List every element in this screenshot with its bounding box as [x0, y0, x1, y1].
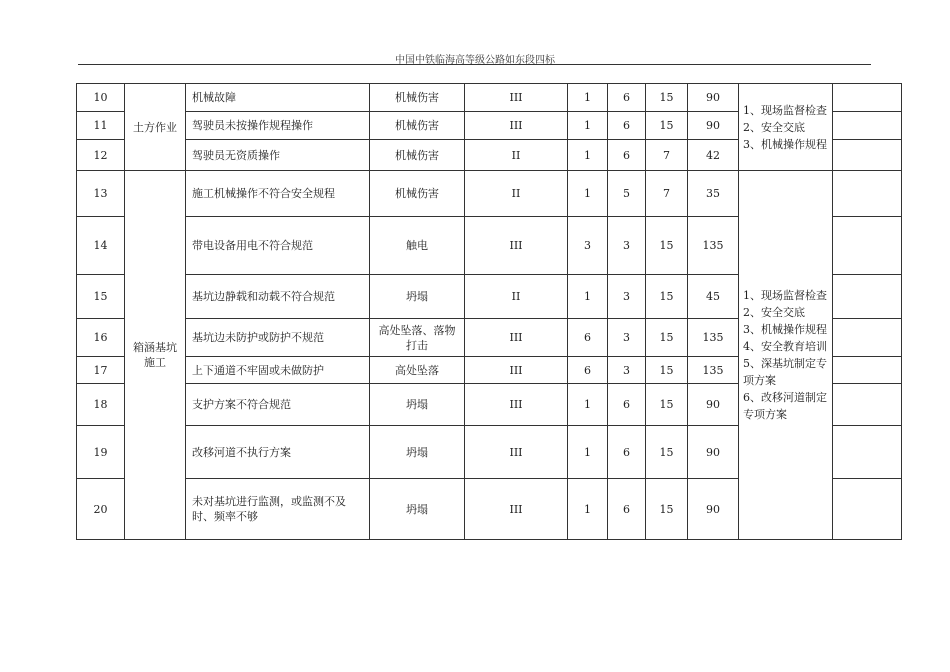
hazard-description: 未对基坑进行监测，或监测不及时、频率不够 [186, 479, 370, 540]
group-name: 土方作业 [125, 84, 186, 171]
consequence-value: 15 [646, 479, 688, 540]
hazard-description: 上下通道不牢固或未做防护 [186, 357, 370, 384]
hazard-description: 基坑边静载和动载不符合规范 [186, 275, 370, 319]
accident-type: 坍塌 [370, 275, 465, 319]
remarks-cell [833, 84, 902, 112]
exposure-value: 3 [608, 217, 646, 275]
exposure-value: 6 [608, 426, 646, 479]
remarks-cell [833, 217, 902, 275]
risk-level: III [465, 84, 568, 112]
page-header-title: 中国中铁临海高等级公路如东段四标 [395, 55, 555, 66]
row-number: 19 [77, 426, 125, 479]
likelihood-value: 1 [568, 112, 608, 140]
exposure-value: 6 [608, 479, 646, 540]
hazard-description: 驾驶员无资质操作 [186, 140, 370, 171]
control-measures: 1、现场监督检查 2、安全交底 3、机械操作规程 4、安全教育培训 5、深基坑制定专项方案 6、改移河道制定专项方案 [739, 171, 833, 540]
accident-type: 高处坠落 [370, 357, 465, 384]
accident-type: 触电 [370, 217, 465, 275]
likelihood-value: 6 [568, 357, 608, 384]
exposure-value: 6 [608, 112, 646, 140]
group-name: 箱涵基坑施工 [125, 171, 186, 540]
table-row [77, 84, 902, 112]
consequence-value: 15 [646, 319, 688, 357]
row-number: 13 [77, 171, 125, 217]
danger-score: 90 [688, 384, 739, 426]
row-number: 15 [77, 275, 125, 319]
danger-score: 45 [688, 275, 739, 319]
risk-level: III [465, 319, 568, 357]
danger-score: 90 [688, 84, 739, 112]
likelihood-value: 3 [568, 217, 608, 275]
accident-type: 机械伤害 [370, 112, 465, 140]
row-number: 18 [77, 384, 125, 426]
hazard-description: 改移河道不执行方案 [186, 426, 370, 479]
hazard-description: 驾驶员未按操作规程操作 [186, 112, 370, 140]
likelihood-value: 6 [568, 319, 608, 357]
exposure-value: 5 [608, 171, 646, 217]
exposure-value: 6 [608, 140, 646, 171]
row-number: 14 [77, 217, 125, 275]
risk-level: II [465, 275, 568, 319]
accident-type: 机械伤害 [370, 84, 465, 112]
danger-score: 90 [688, 426, 739, 479]
remarks-cell [833, 171, 902, 217]
row-number: 10 [77, 84, 125, 112]
likelihood-value: 1 [568, 140, 608, 171]
accident-type: 机械伤害 [370, 140, 465, 171]
consequence-value: 15 [646, 357, 688, 384]
consequence-value: 15 [646, 84, 688, 112]
hazard-description: 机械故障 [186, 84, 370, 112]
accident-type: 高处坠落、落物打击 [370, 319, 465, 357]
control-measures: 1、现场监督检查 2、安全交底 3、机械操作规程 [739, 84, 833, 171]
remarks-cell [833, 112, 902, 140]
risk-level: III [465, 479, 568, 540]
risk-level: III [465, 112, 568, 140]
remarks-cell [833, 319, 902, 357]
exposure-value: 3 [608, 357, 646, 384]
hazard-description: 支护方案不符合规范 [186, 384, 370, 426]
remarks-cell [833, 384, 902, 426]
consequence-value: 15 [646, 275, 688, 319]
likelihood-value: 1 [568, 84, 608, 112]
row-number: 11 [77, 112, 125, 140]
danger-score: 135 [688, 357, 739, 384]
exposure-value: 3 [608, 275, 646, 319]
likelihood-value: 1 [568, 479, 608, 540]
row-number: 12 [77, 140, 125, 171]
remarks-cell [833, 479, 902, 540]
exposure-value: 6 [608, 84, 646, 112]
remarks-cell [833, 275, 902, 319]
accident-type: 机械伤害 [370, 171, 465, 217]
hazard-description: 带电设备用电不符合规范 [186, 217, 370, 275]
remarks-cell [833, 426, 902, 479]
risk-level: III [465, 384, 568, 426]
hazard-description: 施工机械操作不符合安全规程 [186, 171, 370, 217]
consequence-value: 7 [646, 171, 688, 217]
danger-score: 135 [688, 319, 739, 357]
header-divider [78, 64, 871, 65]
accident-type: 坍塌 [370, 426, 465, 479]
danger-score: 90 [688, 479, 739, 540]
hazard-description: 基坑边未防护或防护不规范 [186, 319, 370, 357]
likelihood-value: 1 [568, 384, 608, 426]
exposure-value: 6 [608, 384, 646, 426]
risk-level: II [465, 140, 568, 171]
risk-level: III [465, 426, 568, 479]
consequence-value: 15 [646, 217, 688, 275]
row-number: 17 [77, 357, 125, 384]
row-number: 20 [77, 479, 125, 540]
accident-type: 坍塌 [370, 479, 465, 540]
likelihood-value: 1 [568, 426, 608, 479]
danger-score: 42 [688, 140, 739, 171]
consequence-value: 15 [646, 426, 688, 479]
danger-score: 35 [688, 171, 739, 217]
consequence-value: 7 [646, 140, 688, 171]
remarks-cell [833, 357, 902, 384]
likelihood-value: 1 [568, 275, 608, 319]
hazard-risk-table [76, 83, 902, 540]
risk-level: II [465, 171, 568, 217]
danger-score: 135 [688, 217, 739, 275]
row-number: 16 [77, 319, 125, 357]
consequence-value: 15 [646, 112, 688, 140]
exposure-value: 3 [608, 319, 646, 357]
danger-score: 90 [688, 112, 739, 140]
remarks-cell [833, 140, 902, 171]
likelihood-value: 1 [568, 171, 608, 217]
risk-level: III [465, 357, 568, 384]
risk-level: III [465, 217, 568, 275]
accident-type: 坍塌 [370, 384, 465, 426]
consequence-value: 15 [646, 384, 688, 426]
table-row [77, 171, 902, 217]
